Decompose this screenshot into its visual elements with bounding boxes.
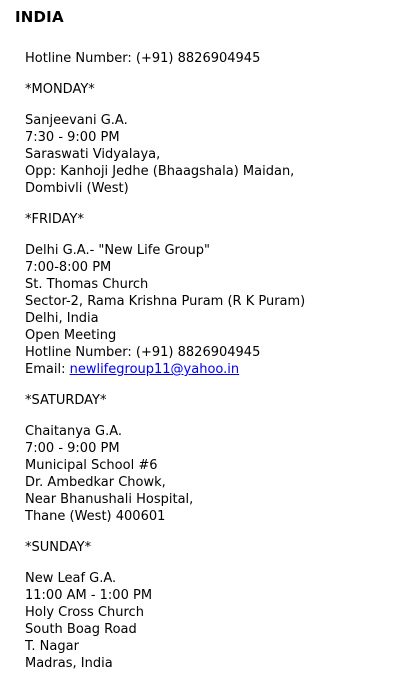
meeting-hotline: Hotline Number: (+91) 8826904945 — [25, 345, 261, 360]
meeting-city: Delhi, India — [25, 311, 99, 326]
day-label: *SUNDAY* — [25, 540, 92, 555]
meeting-type: Open Meeting — [25, 328, 117, 343]
meeting-name: Sanjeevani G.A. — [25, 113, 128, 128]
meeting-address-line: Near Bhanushali Hospital, — [25, 492, 194, 507]
country-heading: INDIA — [15, 8, 64, 26]
meeting-address-line: South Boag Road — [25, 622, 137, 637]
email-label: Email: — [25, 362, 70, 377]
day-heading-friday — [25, 211, 395, 228]
meeting-time: 11:00 AM - 1:00 PM — [25, 588, 153, 603]
email-link[interactable]: newlifegroup11@yahoo.in — [69, 362, 240, 377]
meeting-new-leaf — [25, 570, 395, 672]
meeting-time: 7:00 - 9:00 PM — [25, 441, 120, 456]
day-label: *SATURDAY* — [25, 393, 107, 408]
meeting-delhi-new-life — [25, 242, 395, 378]
meeting-name: Chaitanya G.A. — [25, 424, 122, 439]
meeting-chaitanya — [25, 423, 395, 525]
meeting-name: Delhi G.A.- "New Life Group" — [25, 243, 211, 258]
meeting-city: Thane (West) 400601 — [25, 509, 166, 524]
meeting-venue: Municipal School #6 — [25, 458, 158, 473]
day-label: *MONDAY* — [25, 82, 95, 97]
meeting-address-line: Opp: Kanhoji Jedhe (Bhaagshala) Maidan, — [25, 164, 295, 179]
hotline-block — [25, 50, 395, 67]
day-label: *FRIDAY* — [25, 212, 84, 227]
meeting-city: Madras, India — [25, 656, 113, 671]
meeting-address-line: Sector-2, Rama Krishna Puram (R K Puram) — [25, 294, 306, 309]
meeting-venue: Saraswati Vidyalaya, — [25, 147, 161, 162]
meeting-name: New Leaf G.A. — [25, 571, 117, 586]
meeting-city: Dombivli (West) — [25, 181, 129, 196]
meeting-address-line: Dr. Ambedkar Chowk, — [25, 475, 166, 490]
day-heading-saturday — [25, 392, 395, 409]
meeting-content — [25, 50, 395, 686]
meeting-address-line: T. Nagar — [25, 639, 79, 654]
meeting-venue: St. Thomas Church — [25, 277, 149, 292]
hotline-number: Hotline Number: (+91) 8826904945 — [25, 51, 261, 66]
day-heading-sunday — [25, 539, 395, 556]
meeting-time: 7:00-8:00 PM — [25, 260, 112, 275]
day-heading-monday — [25, 81, 395, 98]
meeting-venue: Holy Cross Church — [25, 605, 144, 620]
meeting-time: 7:30 - 9:00 PM — [25, 130, 120, 145]
meeting-sanjeevani — [25, 112, 395, 197]
meeting-email-line — [25, 361, 395, 378]
